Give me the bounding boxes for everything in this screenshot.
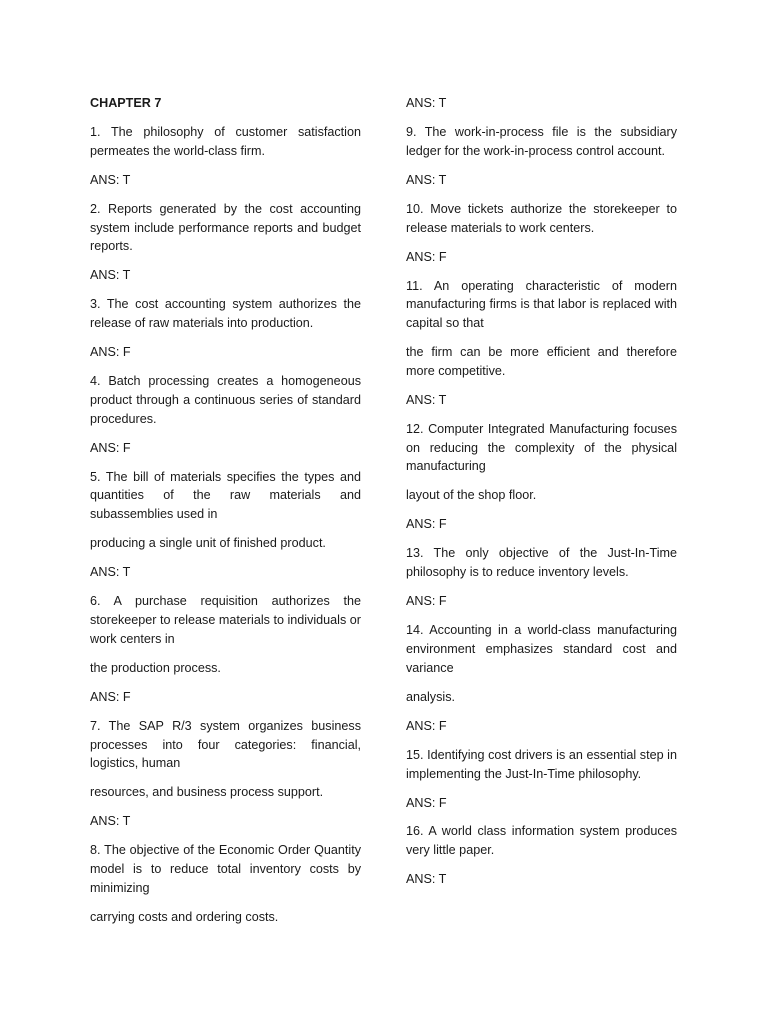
- question-16: 16. A world class information system produces very little paper.: [406, 824, 677, 858]
- left-column: [90, 94, 361, 937]
- question-7-continued: resources, and business process support.: [90, 785, 324, 800]
- question-12-continued: layout of the shop floor.: [406, 488, 537, 503]
- question-9: 9. The work-in-process file is the subsidiary ledger for the work-in-process control account.: [406, 124, 677, 158]
- answer-8: ANS: T: [406, 96, 447, 110]
- question-15: 15. Identifying cost drivers is an essential step in implementing the Just-In-Time philosophy.: [406, 747, 677, 781]
- question-11: 11. An operating characteristic of modern manufacturing firms is that labor is replaced with capital so that: [406, 278, 677, 331]
- answer-4: ANS: F: [90, 440, 131, 455]
- question-8: 8. The objective of the Economic Order Quantity model is to reduce total inventory costs by minimizing: [90, 843, 361, 895]
- question-5: 5. The bill of materials specifies the types and quantities of the raw materials and subassemblies used in: [90, 469, 361, 522]
- answer-13: ANS: F: [406, 594, 447, 609]
- question-6: 6. A purchase requisition authorizes the storekeeper to release materials to individuals or work centers in: [90, 594, 361, 646]
- answer-16: ANS: T: [406, 872, 447, 887]
- answer-2: ANS: T: [90, 268, 131, 283]
- answer-9: ANS: T: [406, 172, 447, 187]
- question-2: 2. Reports generated by the cost accounting system include performance reports and budget reports.: [90, 201, 361, 254]
- answer-1: ANS: T: [90, 172, 131, 187]
- question-1: 1. The philosophy of customer satisfaction permeates the world-class firm.: [90, 124, 361, 158]
- answer-11: ANS: T: [406, 392, 447, 407]
- question-6-continued: the production process.: [90, 660, 221, 675]
- answer-12: ANS: F: [406, 517, 447, 532]
- question-5-continued: producing a single unit of finished product.: [90, 536, 326, 551]
- question-14-continued: analysis.: [406, 689, 455, 704]
- question-8-continued: carrying costs and ordering costs.: [90, 909, 279, 924]
- answer-5: ANS: T: [90, 565, 131, 580]
- question-11-continued: the firm can be more efficient and therefore more competitive.: [406, 345, 677, 378]
- answer-3: ANS: F: [90, 345, 131, 360]
- question-13: 13. The only objective of the Just-In-Time philosophy is to reduce inventory levels.: [406, 546, 677, 580]
- answer-14: ANS: F: [406, 718, 447, 733]
- right-column: [406, 94, 677, 899]
- answer-7: ANS: T: [90, 814, 131, 829]
- chapter-title: CHAPTER 7: [90, 96, 162, 110]
- answer-10: ANS: F: [406, 249, 447, 264]
- question-12: 12. Computer Integrated Manufacturing focuses on reducing the complexity of the physical manufacturing: [406, 421, 677, 474]
- answer-6: ANS: F: [90, 689, 131, 704]
- question-3: 3. The cost accounting system authorizes the release of raw materials into production.: [90, 297, 361, 331]
- question-4: 4. Batch processing creates a homogeneous product through a continuous series of standard procedures.: [90, 374, 361, 426]
- question-14: 14. Accounting in a world-class manufacturing environment emphasizes standard cost and variance: [406, 623, 677, 675]
- answer-15: ANS: F: [406, 795, 447, 810]
- question-7: 7. The SAP R/3 system organizes business processes into four categories: financial, logistics, human: [90, 718, 361, 771]
- question-10: 10. Move tickets authorize the storekeeper to release materials to work centers.: [406, 201, 677, 235]
